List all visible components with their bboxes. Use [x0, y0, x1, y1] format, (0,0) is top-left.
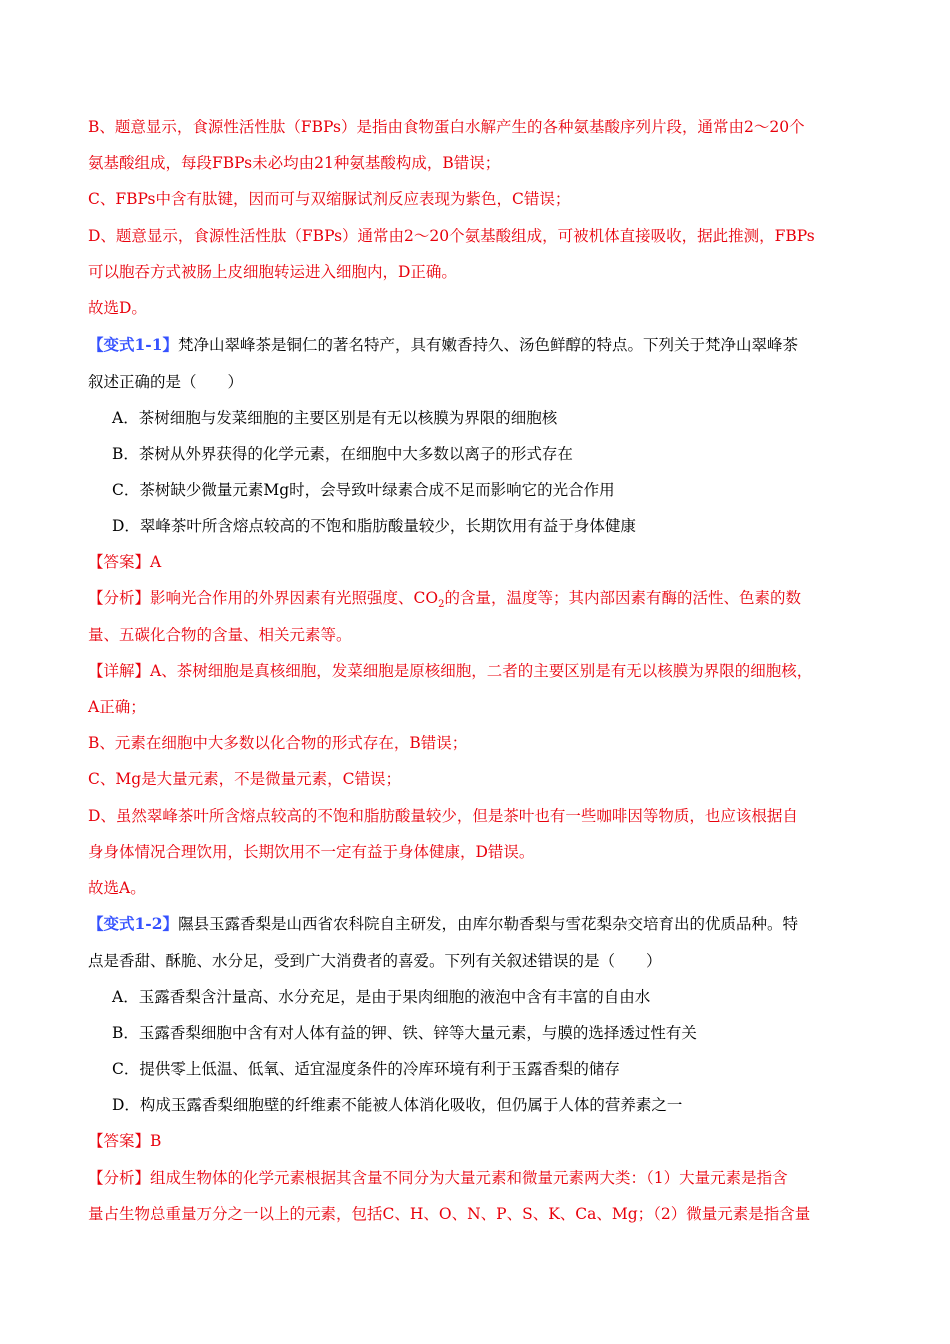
question-1-2-stem-line2: 点是香甜、酥脆、水分足，受到广大消费者的喜爱。下列有关叙述错误的是（ ） — [88, 952, 662, 970]
analysis-tag: 【分析】 — [88, 1169, 151, 1187]
question-1-2-option-b: B．玉露香梨细胞中含有对人体有益的钾、铁、锌等大量元素，与膜的选择透过性有关 — [112, 1024, 697, 1042]
question-1-2-option-c: C．提供零上低温、低氧、适宜湿度条件的冷库环境有利于玉露香梨的储存 — [112, 1060, 620, 1078]
analysis-tag: 【分析】 — [88, 589, 151, 607]
question-1-1-detail-d1: D、虽然翠峰茶叶所含熔点较高的不饱和脂肪酸量较少，但是茶叶也有一些咖啡因等物质，也应该根据自 — [88, 807, 798, 825]
co2-subscript: 2 — [438, 599, 445, 611]
question-1-1-option-b: B．茶树从外界获得的化学元素，在细胞中大多数以离子的形式存在 — [112, 445, 573, 463]
question-1-1-tag: 【变式1-1】 — [88, 335, 179, 354]
question-1-1-stem-text: 梵净山翠峰茶是铜仁的著名特产，具有嫩香持久、汤色鲜醇的特点。下列关于梵净山翠峰茶 — [178, 336, 799, 354]
question-1-2-answer: 【答案】B — [88, 1132, 162, 1150]
question-1-2-analysis — [88, 1168, 788, 1188]
question-1-1-option-a: A．茶树细胞与发菜细胞的主要区别是有无以核膜为界限的细胞核 — [112, 409, 558, 427]
detail-text: A、茶树细胞是真核细胞，发菜细胞是原核细胞，二者的主要区别是有无以核膜为界限的细胞核， — [150, 662, 813, 680]
question-1-1-analysis-line2: 量、五碳化合物的含量、相关元素等。 — [88, 626, 352, 644]
explanation-d-line1: D、题意显示，食源性活性肽（FBPs）通常由2～20个氨基酸组成，可被机体直接吸收，据此推测，FBPs — [88, 227, 815, 245]
question-1-1-stem — [88, 335, 798, 355]
explanation-b-line2: 氨基酸组成，每段FBPs未必均由21种氨基酸构成，B错误； — [88, 154, 501, 172]
question-1-1-detail-b: B、元素在细胞中大多数以化合物的形式存在，B错误； — [88, 734, 468, 752]
question-1-2-tag: 【变式1-2】 — [88, 914, 179, 933]
question-1-1-detail — [88, 661, 812, 681]
analysis-text: 组成生物体的化学元素根据其含量不同分为大量元素和微量元素两大类：（1）大量元素是指含 — [150, 1169, 788, 1187]
explanation-b-line1: B、题意显示，食源性活性肽（FBPs）是指由食物蛋白水解产生的各种氨基酸序列片段，通常由2～20个 — [88, 118, 805, 136]
question-1-2-stem — [88, 914, 798, 934]
explanation-d-line2: 可以胞吞方式被肠上皮细胞转运进入细胞内，D正确。 — [88, 263, 457, 281]
question-1-1-answer: 【答案】A — [88, 553, 162, 571]
question-1-1-detail-line2: A正确； — [88, 698, 146, 716]
question-1-2-stem-text: 隰县玉露香梨是山西省农科院自主研发，由库尔勒香梨与雪花梨杂交培育出的优质品种。特 — [178, 915, 799, 933]
conclusion-2: 故选A。 — [88, 879, 146, 897]
question-1-1-analysis — [88, 588, 801, 611]
conclusion-1: 故选D。 — [88, 299, 147, 317]
question-1-1-detail-d2: 身身体情况合理饮用，长期饮用不一定有益于身体健康，D错误。 — [88, 843, 535, 861]
question-1-2-option-a: A．玉露香梨含汁量高、水分充足，是由于果肉细胞的液泡中含有丰富的自由水 — [112, 988, 651, 1006]
explanation-c-line: C、FBPs中含有肽键，因而可与双缩脲试剂反应表现为紫色，C错误； — [88, 190, 571, 208]
question-1-1-option-c: C．茶树缺少微量元素Mg时，会导致叶绿素合成不足而影响它的光合作用 — [112, 481, 615, 499]
detail-tag: 【详解】 — [88, 662, 151, 680]
question-1-1-stem-line2: 叙述正确的是（ ） — [88, 373, 244, 391]
question-1-1-option-d: D．翠峰茶叶所含熔点较高的不饱和脂肪酸量较少，长期饮用有益于身体健康 — [112, 517, 636, 535]
analysis-text-a: 影响光合作用的外界因素有光照强度、CO — [150, 589, 439, 607]
analysis-text-b: 的含量，温度等；其内部因素有酶的活性、色素的数 — [444, 589, 801, 607]
question-1-2-analysis-line2: 量占生物总重量万分之一以上的元素，包括C、H、O、N、P、S、K、Ca、Mg；（2）微量元素是指含量 — [88, 1205, 811, 1223]
question-1-2-option-d: D．构成玉露香梨细胞壁的纤维素不能被人体消化吸收，但仍属于人体的营养素之一 — [112, 1096, 683, 1114]
question-1-1-detail-c: C、Mg是大量元素，不是微量元素，C错误； — [88, 770, 402, 788]
